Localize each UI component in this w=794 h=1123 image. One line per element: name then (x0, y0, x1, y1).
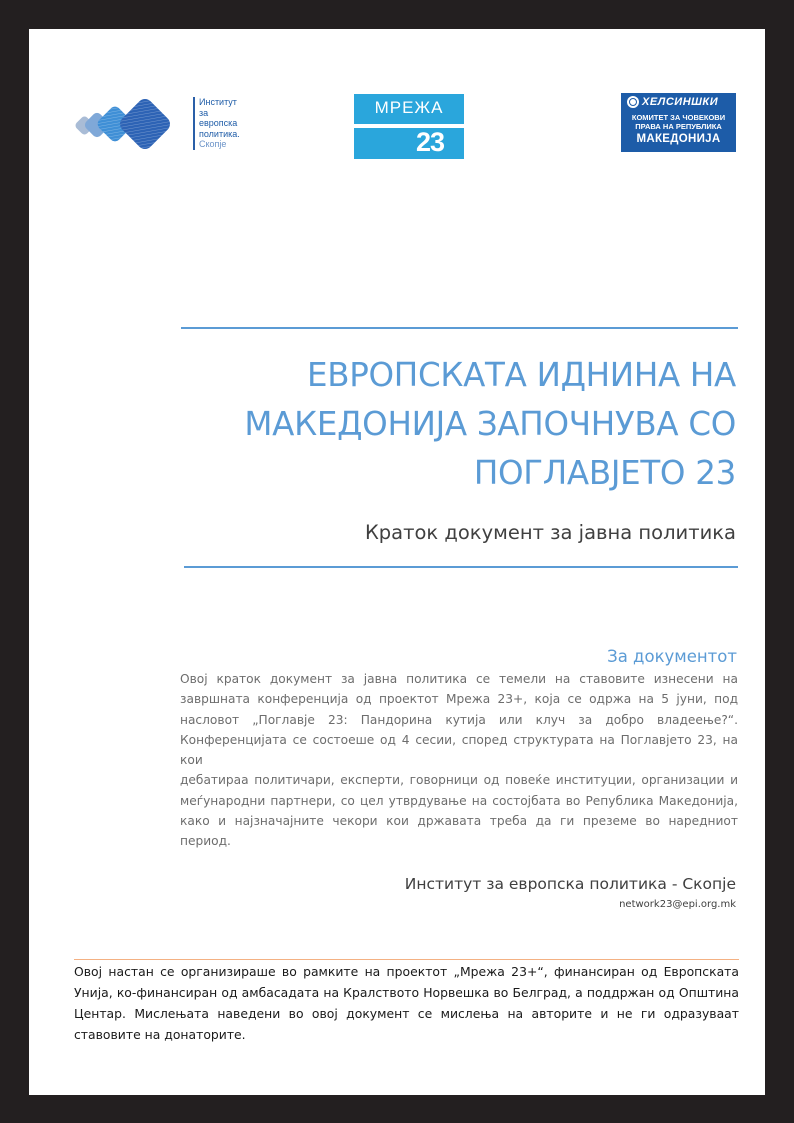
epi-logo-line: Институт (199, 97, 237, 107)
organization-name: Институт за европска политика - Скопје (404, 875, 736, 893)
title-line: ЕВРОПСКАТА ИДНИНА НА (307, 356, 736, 394)
document-subtitle: Краток документ за јавна политика (364, 521, 736, 544)
helsinki-logo-line: МАКЕДОНИЈА (636, 133, 721, 145)
epi-logo-line: за (199, 107, 209, 118)
organization-email: network23@epi.org.mk (619, 899, 736, 910)
about-body (180, 669, 738, 852)
about-line: меѓународни партнери, со цел утврдување на состојбата во Република Македонија, (180, 793, 738, 808)
about-line: како и најзначајните чекори кои државата треба да ги преземе во наредниот период. (180, 814, 738, 849)
epi-logo-line: Скопје (199, 139, 227, 149)
about-heading: За документот (607, 647, 737, 666)
mreza-logo-word: МРЕЖА (374, 98, 444, 117)
helsinki-logo-line: ПРАВА НА РЕПУБЛИКА (635, 122, 722, 131)
epi-logo-text (193, 97, 240, 150)
footer-divider (74, 959, 739, 960)
epi-logo-line: европска (199, 118, 238, 128)
document-title (136, 351, 736, 498)
about-line: Овој краток документ за јавна политика се темели на ставовите изнесени на (180, 672, 738, 686)
mreza-logo-band (354, 124, 464, 128)
title-top-divider (181, 327, 738, 329)
helsinki-logo-line: КОМИТЕТ ЗА ЧОВЕКОВИ (631, 113, 726, 122)
funding-disclaimer: Овој настан се организираше во рамките на проектот „Мрежа 23+“, финансиран од Европската Унија, ко-финансиран од амбасадата на Кралството Норвешка во Белград, а поддржан од Општина Центар. Мислењата наведени во овој документ се мислења на авторите и не ги одразуваат ставовите на донаторите. (74, 964, 739, 1042)
about-line: завршната конференција од проектот Мрежа 23+, која се одржа на 5 јуни, под (180, 692, 738, 707)
about-line: Конференцијата се состоеше од 4 сесии, според структурата на Поглавјето 23, на кои (180, 732, 738, 768)
globe-icon (627, 96, 639, 108)
epi-logo-mark-icon (75, 91, 187, 161)
helsinki-logo-name: ХЕЛСИНШКИ (642, 96, 719, 108)
document-page (29, 29, 765, 1095)
title-bottom-divider (184, 566, 738, 568)
title-line: МАКЕДОНИЈА ЗАПОЧНУВА СО (244, 405, 736, 443)
mreza-23-logo (354, 94, 464, 159)
mreza-logo-number: 23 (416, 127, 445, 157)
title-line: ПОГЛАВЈЕТО 23 (473, 454, 736, 492)
epi-logo (75, 91, 255, 161)
about-line: насловот „Поглавје 23: Пандорина кутија или клуч за добро владеење?“. (180, 712, 738, 727)
epi-logo-line: политика. (199, 128, 240, 139)
helsinki-committee-logo (621, 93, 736, 152)
helsinki-logo-header (627, 96, 731, 109)
about-line: дебатираа политичари, експерти, говорници од повеќе институции, организации и (180, 773, 738, 788)
